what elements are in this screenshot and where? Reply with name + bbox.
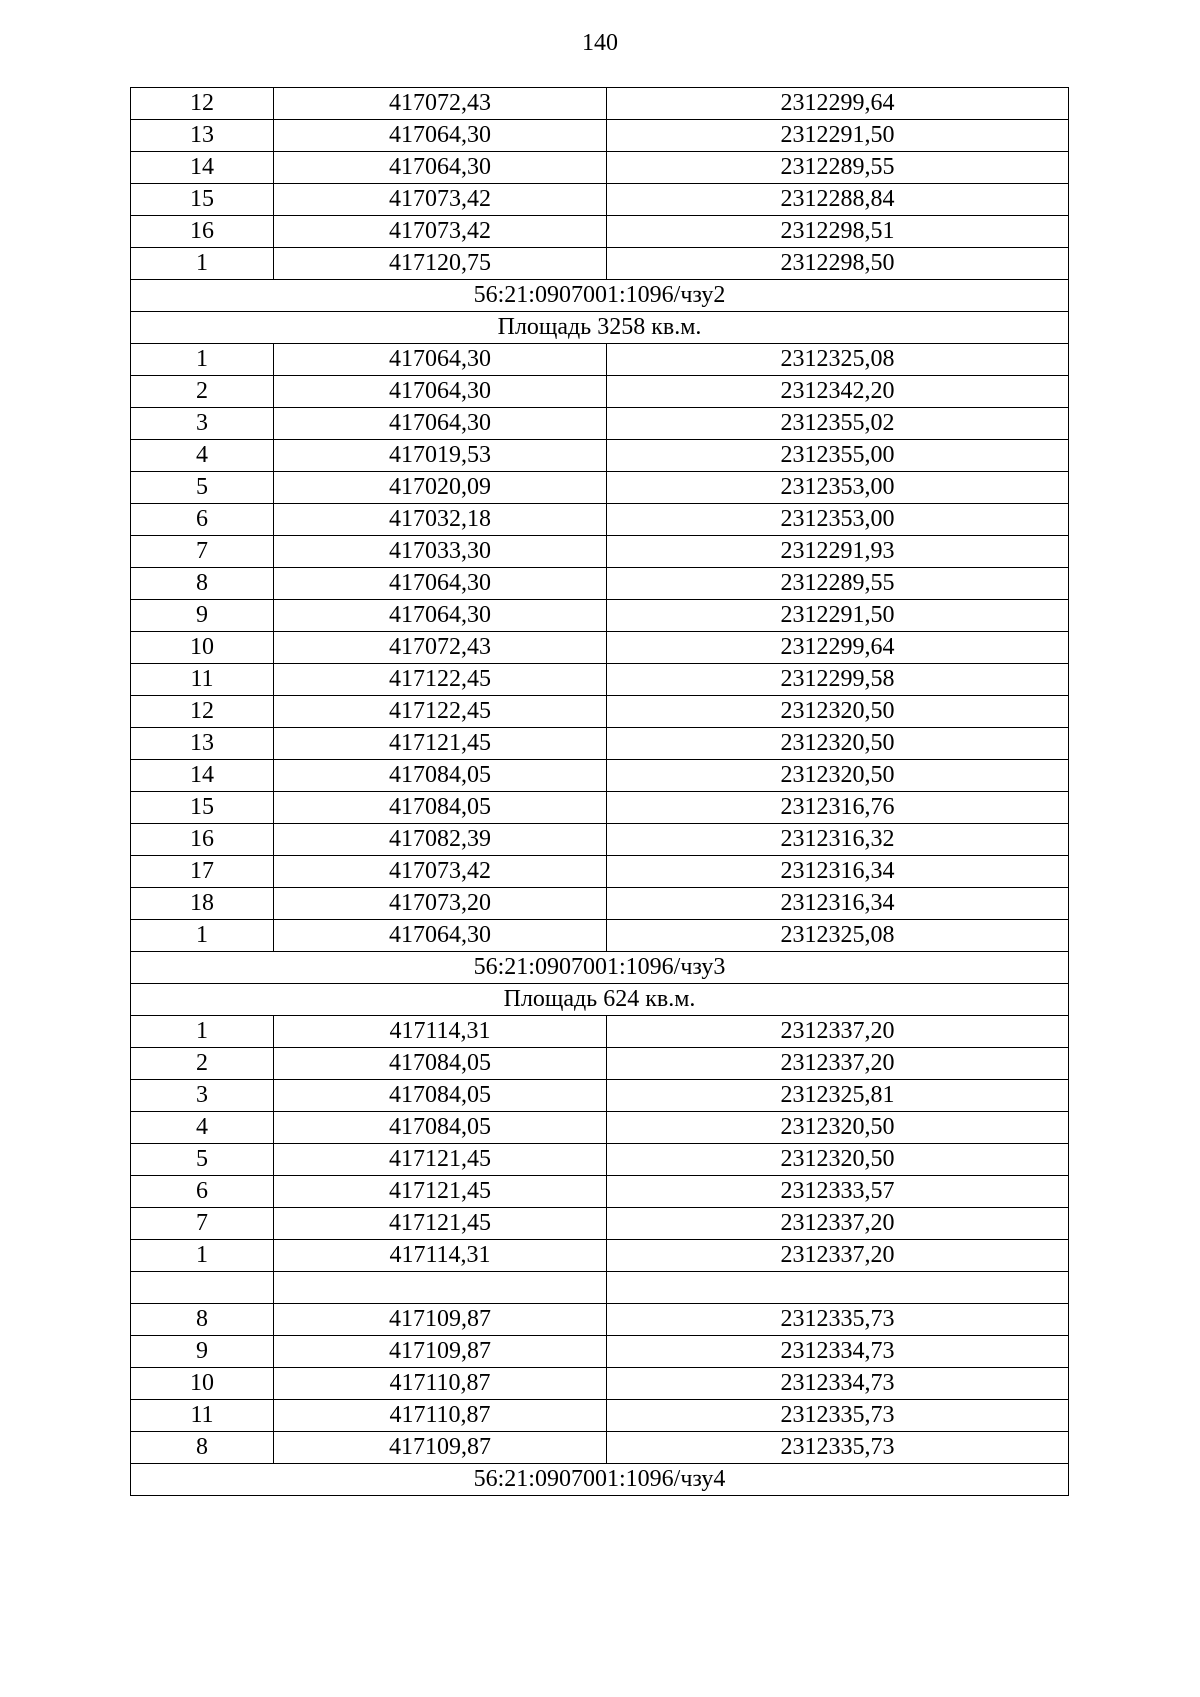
point-number-cell: 15	[131, 792, 274, 824]
y-coordinate-cell: 2312353,00	[607, 472, 1069, 504]
coordinates-table-body	[131, 88, 1069, 1496]
y-coordinate-cell: 2312289,55	[607, 152, 1069, 184]
y-coordinate-cell: 2312291,93	[607, 536, 1069, 568]
table-row	[131, 856, 1069, 888]
point-number-cell	[131, 1272, 274, 1304]
table-row	[131, 1272, 1069, 1304]
y-coordinate-cell: 2312334,73	[607, 1336, 1069, 1368]
point-number-cell: 2	[131, 376, 274, 408]
table-row	[131, 536, 1069, 568]
section-header-cell: Площадь 624 кв.м.	[131, 984, 1069, 1016]
point-number-cell: 7	[131, 1208, 274, 1240]
page-number: 140	[582, 30, 618, 56]
point-number-cell: 5	[131, 1144, 274, 1176]
x-coordinate-cell: 417064,30	[274, 344, 607, 376]
table-row	[131, 184, 1069, 216]
section-header-cell: Площадь 3258 кв.м.	[131, 312, 1069, 344]
point-number-cell: 4	[131, 1112, 274, 1144]
table-row	[131, 408, 1069, 440]
y-coordinate-cell: 2312291,50	[607, 120, 1069, 152]
x-coordinate-cell: 417084,05	[274, 1080, 607, 1112]
point-number-cell: 11	[131, 1400, 274, 1432]
section-header-cell: 56:21:0907001:1096/чзу3	[131, 952, 1069, 984]
x-coordinate-cell: 417121,45	[274, 1176, 607, 1208]
x-coordinate-cell: 417121,45	[274, 1144, 607, 1176]
x-coordinate-cell: 417064,30	[274, 920, 607, 952]
x-coordinate-cell: 417084,05	[274, 1112, 607, 1144]
section-header-cell: 56:21:0907001:1096/чзу4	[131, 1464, 1069, 1496]
point-number-cell: 17	[131, 856, 274, 888]
y-coordinate-cell: 2312291,50	[607, 600, 1069, 632]
x-coordinate-cell: 417072,43	[274, 632, 607, 664]
point-number-cell: 18	[131, 888, 274, 920]
y-coordinate-cell: 2312355,00	[607, 440, 1069, 472]
x-coordinate-cell: 417109,87	[274, 1432, 607, 1464]
x-coordinate-cell: 417072,43	[274, 88, 607, 120]
x-coordinate-cell: 417064,30	[274, 568, 607, 600]
y-coordinate-cell: 2312316,34	[607, 856, 1069, 888]
table-row	[131, 152, 1069, 184]
x-coordinate-cell: 417122,45	[274, 664, 607, 696]
x-coordinate-cell: 417064,30	[274, 120, 607, 152]
section-header-row	[131, 984, 1069, 1016]
y-coordinate-cell: 2312320,50	[607, 696, 1069, 728]
x-coordinate-cell: 417019,53	[274, 440, 607, 472]
point-number-cell: 1	[131, 1016, 274, 1048]
table-row	[131, 1400, 1069, 1432]
y-coordinate-cell: 2312325,08	[607, 920, 1069, 952]
x-coordinate-cell: 417064,30	[274, 376, 607, 408]
y-coordinate-cell: 2312337,20	[607, 1208, 1069, 1240]
coordinates-table	[130, 87, 1069, 1496]
y-coordinate-cell: 2312335,73	[607, 1304, 1069, 1336]
y-coordinate-cell	[607, 1272, 1069, 1304]
x-coordinate-cell: 417020,09	[274, 472, 607, 504]
x-coordinate-cell: 417121,45	[274, 1208, 607, 1240]
point-number-cell: 12	[131, 88, 274, 120]
table-row	[131, 216, 1069, 248]
y-coordinate-cell: 2312325,08	[607, 344, 1069, 376]
y-coordinate-cell: 2312337,20	[607, 1048, 1069, 1080]
point-number-cell: 10	[131, 632, 274, 664]
table-row	[131, 760, 1069, 792]
table-row	[131, 1080, 1069, 1112]
table-row	[131, 1176, 1069, 1208]
point-number-cell: 3	[131, 1080, 274, 1112]
y-coordinate-cell: 2312316,32	[607, 824, 1069, 856]
x-coordinate-cell: 417114,31	[274, 1016, 607, 1048]
table-row	[131, 888, 1069, 920]
y-coordinate-cell: 2312337,20	[607, 1016, 1069, 1048]
x-coordinate-cell: 417084,05	[274, 792, 607, 824]
x-coordinate-cell: 417033,30	[274, 536, 607, 568]
table-row	[131, 472, 1069, 504]
x-coordinate-cell: 417082,39	[274, 824, 607, 856]
point-number-cell: 1	[131, 920, 274, 952]
point-number-cell: 13	[131, 120, 274, 152]
y-coordinate-cell: 2312320,50	[607, 760, 1069, 792]
point-number-cell: 8	[131, 1432, 274, 1464]
table-row	[131, 632, 1069, 664]
y-coordinate-cell: 2312299,64	[607, 88, 1069, 120]
point-number-cell: 7	[131, 536, 274, 568]
y-coordinate-cell: 2312299,58	[607, 664, 1069, 696]
table-row	[131, 1144, 1069, 1176]
y-coordinate-cell: 2312320,50	[607, 728, 1069, 760]
x-coordinate-cell: 417073,42	[274, 184, 607, 216]
point-number-cell: 14	[131, 760, 274, 792]
x-coordinate-cell: 417032,18	[274, 504, 607, 536]
y-coordinate-cell: 2312334,73	[607, 1368, 1069, 1400]
y-coordinate-cell: 2312320,50	[607, 1144, 1069, 1176]
section-header-row	[131, 1464, 1069, 1496]
table-row	[131, 1432, 1069, 1464]
y-coordinate-cell: 2312298,50	[607, 248, 1069, 280]
point-number-cell: 16	[131, 216, 274, 248]
point-number-cell: 2	[131, 1048, 274, 1080]
table-row	[131, 792, 1069, 824]
point-number-cell: 8	[131, 1304, 274, 1336]
table-row	[131, 440, 1069, 472]
point-number-cell: 1	[131, 1240, 274, 1272]
x-coordinate-cell: 417120,75	[274, 248, 607, 280]
y-coordinate-cell: 2312335,73	[607, 1400, 1069, 1432]
y-coordinate-cell: 2312316,76	[607, 792, 1069, 824]
point-number-cell: 5	[131, 472, 274, 504]
table-row	[131, 1336, 1069, 1368]
table-row	[131, 1016, 1069, 1048]
y-coordinate-cell: 2312337,20	[607, 1240, 1069, 1272]
x-coordinate-cell: 417114,31	[274, 1240, 607, 1272]
y-coordinate-cell: 2312316,34	[607, 888, 1069, 920]
point-number-cell: 10	[131, 1368, 274, 1400]
point-number-cell: 9	[131, 600, 274, 632]
y-coordinate-cell: 2312299,64	[607, 632, 1069, 664]
x-coordinate-cell: 417109,87	[274, 1336, 607, 1368]
y-coordinate-cell: 2312335,73	[607, 1432, 1069, 1464]
table-row	[131, 504, 1069, 536]
point-number-cell: 12	[131, 696, 274, 728]
table-row	[131, 664, 1069, 696]
point-number-cell: 15	[131, 184, 274, 216]
point-number-cell: 1	[131, 248, 274, 280]
point-number-cell: 6	[131, 1176, 274, 1208]
point-number-cell: 3	[131, 408, 274, 440]
table-row	[131, 1304, 1069, 1336]
table-row	[131, 344, 1069, 376]
x-coordinate-cell: 417073,42	[274, 856, 607, 888]
table-row	[131, 248, 1069, 280]
table-row	[131, 1048, 1069, 1080]
x-coordinate-cell: 417084,05	[274, 760, 607, 792]
x-coordinate-cell: 417064,30	[274, 408, 607, 440]
table-row	[131, 1208, 1069, 1240]
section-header-row	[131, 952, 1069, 984]
y-coordinate-cell: 2312355,02	[607, 408, 1069, 440]
point-number-cell: 14	[131, 152, 274, 184]
point-number-cell: 11	[131, 664, 274, 696]
table-row	[131, 1240, 1069, 1272]
x-coordinate-cell: 417110,87	[274, 1368, 607, 1400]
x-coordinate-cell: 417064,30	[274, 600, 607, 632]
table-row	[131, 1112, 1069, 1144]
point-number-cell: 1	[131, 344, 274, 376]
x-coordinate-cell: 417109,87	[274, 1304, 607, 1336]
table-row	[131, 824, 1069, 856]
x-coordinate-cell: 417122,45	[274, 696, 607, 728]
point-number-cell: 8	[131, 568, 274, 600]
table-row	[131, 920, 1069, 952]
table-row	[131, 728, 1069, 760]
point-number-cell: 4	[131, 440, 274, 472]
y-coordinate-cell: 2312320,50	[607, 1112, 1069, 1144]
section-header-row	[131, 280, 1069, 312]
table-row	[131, 88, 1069, 120]
section-header-cell: 56:21:0907001:1096/чзу2	[131, 280, 1069, 312]
y-coordinate-cell: 2312325,81	[607, 1080, 1069, 1112]
x-coordinate-cell: 417073,20	[274, 888, 607, 920]
y-coordinate-cell: 2312298,51	[607, 216, 1069, 248]
point-number-cell: 9	[131, 1336, 274, 1368]
point-number-cell: 16	[131, 824, 274, 856]
point-number-cell: 6	[131, 504, 274, 536]
x-coordinate-cell: 417110,87	[274, 1400, 607, 1432]
y-coordinate-cell: 2312289,55	[607, 568, 1069, 600]
table-row	[131, 376, 1069, 408]
y-coordinate-cell: 2312288,84	[607, 184, 1069, 216]
table-row	[131, 120, 1069, 152]
table-row	[131, 600, 1069, 632]
y-coordinate-cell: 2312342,20	[607, 376, 1069, 408]
section-header-row	[131, 312, 1069, 344]
x-coordinate-cell: 417084,05	[274, 1048, 607, 1080]
table-row	[131, 696, 1069, 728]
table-row	[131, 568, 1069, 600]
x-coordinate-cell: 417121,45	[274, 728, 607, 760]
y-coordinate-cell: 2312353,00	[607, 504, 1069, 536]
table-row	[131, 1368, 1069, 1400]
y-coordinate-cell: 2312333,57	[607, 1176, 1069, 1208]
x-coordinate-cell: 417073,42	[274, 216, 607, 248]
x-coordinate-cell	[274, 1272, 607, 1304]
point-number-cell: 13	[131, 728, 274, 760]
x-coordinate-cell: 417064,30	[274, 152, 607, 184]
